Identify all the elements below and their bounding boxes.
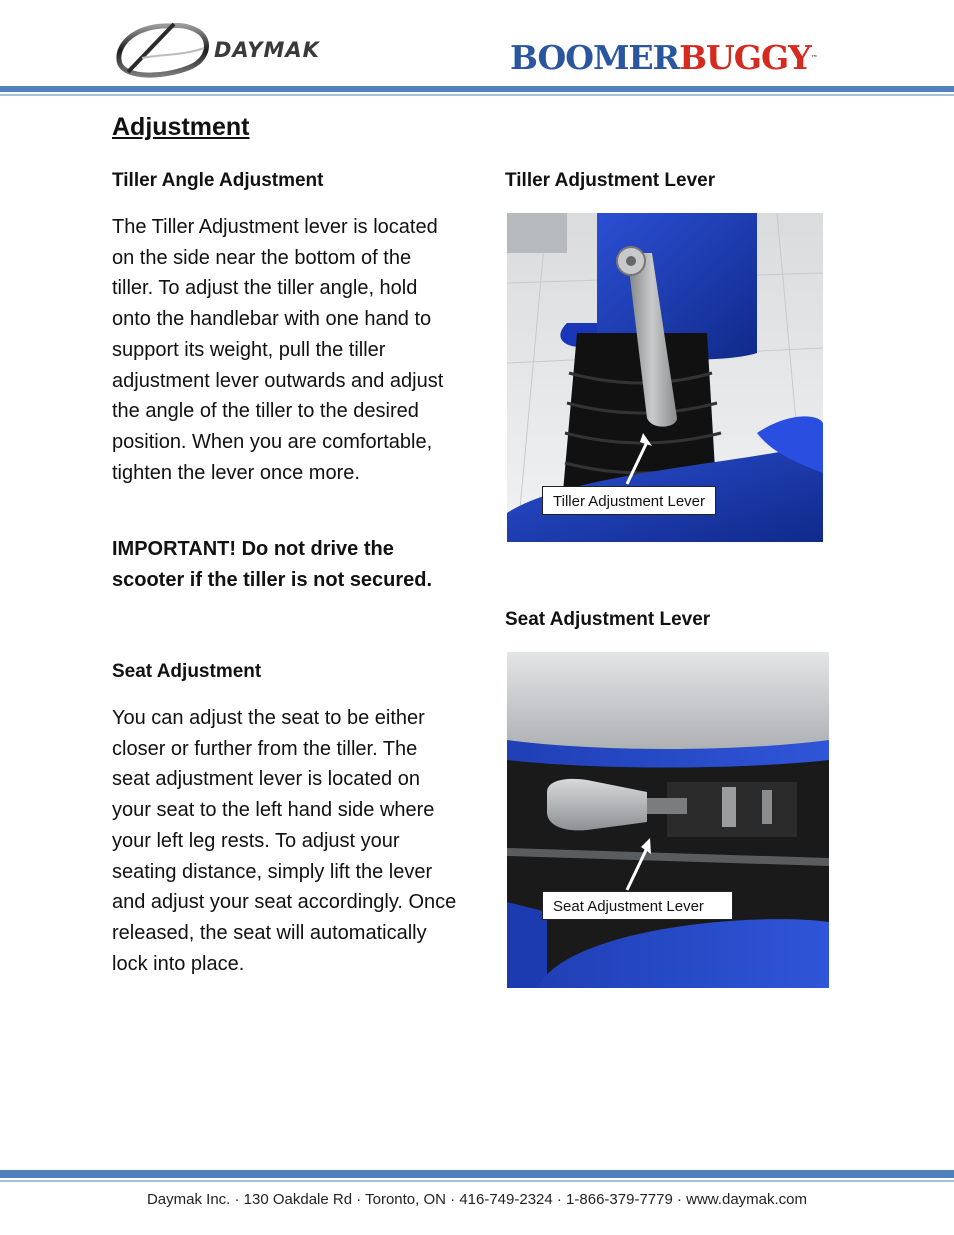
footer-rule [0,1170,954,1182]
tiller-photo-callout: Tiller Adjustment Lever [542,486,716,515]
buggy-wordmark: BUGGY [679,38,811,77]
tiller-warning: IMPORTANT! Do not drive the scooter if the tiller is not secured. [112,538,433,591]
seat-photo-callout: Seat Adjustment Lever [542,891,733,920]
seat-section-body: You can adjust the seat to be either closer or further from the tiller. The seat adjustment lever is located on your seat to the left hand side where your left leg rests. To adjust your seating distance, simply lift the lever and adjust your seat accordingly. Once released, the seat will automatically lock into place. [112,707,457,975]
footer-contact: Daymak Inc. · 130 Oakdale Rd · Toronto, ON · 416-749-2324 · 1-866-379-7779 · www.daymak.com [146,1191,808,1208]
tiller-photo-heading: Tiller Adjustment Lever [505,170,716,191]
trademark-symbol: ™ [810,53,817,62]
header-rule [0,86,954,96]
seat-photo-heading: Seat Adjustment Lever [505,609,711,630]
seat-lever-photo [507,652,829,988]
tiller-section-heading: Tiller Angle Adjustment [112,170,324,191]
boomerbuggy-logo [510,38,817,78]
seat-section-heading: Seat Adjustment [112,661,262,682]
tiller-lever-photo [507,213,823,542]
tiller-section-body: The Tiller Adjustment lever is located on the side near the bottom of the tiller. To adjust the tiller angle, hold onto the handlebar with one hand to support its weight, pull the tiller adjustment lever outwards and adjust the angle of the tiller to the desired position. When you are comfortable, tighten the lever once more. [112,216,444,484]
page-title: Adjustment [112,113,250,141]
boomer-wordmark: BOOMER [510,38,680,77]
daymak-wordmark: DAYMAK [214,38,320,62]
seat-lever-image [507,652,829,988]
